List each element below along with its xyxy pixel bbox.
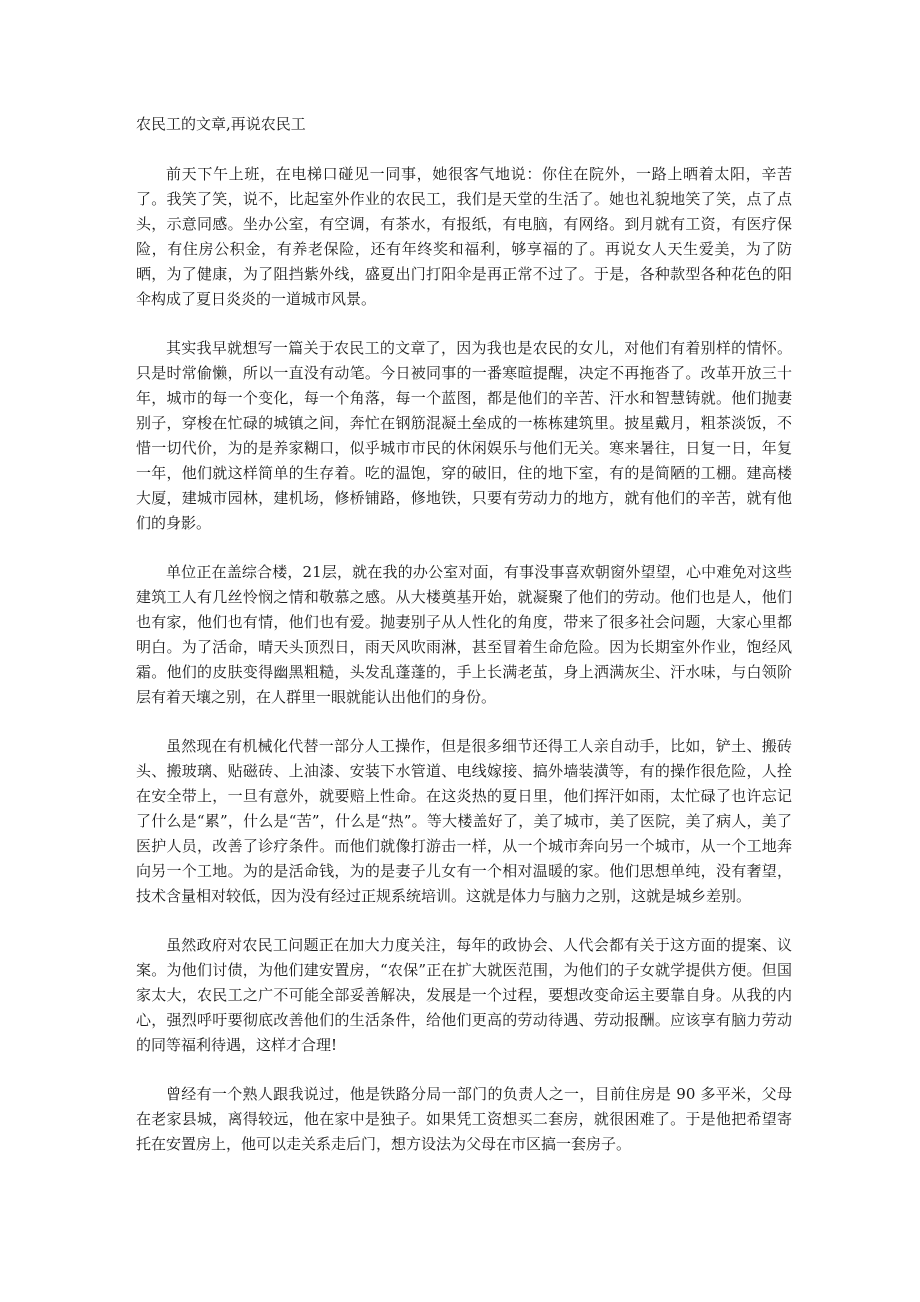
paragraph-2: 其实我早就想写一篇关于农民工的文章了，因为我也是农民的女儿，对他们有着别样的情怀。只是时常偷懒，所以一直没有动笔。今日被同事的一番寒暄提醒，决定不再拖沓了。改革开放三十年，城市的每一个变化，每一个角落，每一个蓝图，都是他们的辛苦、汗水和智慧铸就。他们抛妻别子，穿梭在忙碌的城镇之间，奔忙在钢筋混凝土垒成的一栋栋建筑里。披星戴月，粗茶淡饭，不惜一切代价，为的是养家糊口，似乎城市市民的休闲娱乐与他们无关。寒来暑往，日复一日，年复一年，他们就这样简单的生存着。吃的温饱，穿的破旧，住的地下室，有的是简陋的工棚。建高楼大厦，建城市园林，建机场，修桥铺路，修地铁，只要有劳动力的地方，就有他们的辛苦，就有他们的身影。 xyxy=(136,339,792,532)
paragraph-6: 曾经有一个熟人跟我说过，他是铁路分局一部门的负责人之一，目前住房是 90 多平米，父母在老家县城，离得较远，他在家中是独子。如果凭工资想买二套房，就很困难了。于是他把希望寄托在安置房上，他可以走关系走后门，想方设法为父母在市区搞一套房子。 xyxy=(136,1085,792,1153)
document-title: 农民工的文章,再说农民工 xyxy=(136,115,306,133)
paragraph-4: 虽然现在有机械化代替一部分人工操作，但是很多细节还得工人亲自动手，比如，铲土、搬砖头、搬玻璃、贴磁砖、上油漆、安装下水管道、电线嫁接、搞外墙装潢等，有的操作很危险，人拴在安全带上，一旦有意外，就要赔上性命。在这炎热的夏日里，他们挥汗如雨，太忙碌了也许忘记了什么是“累”，什么是“苦”，什么是“热”。等大楼盖好了，美了城市，美了医院，美了病人，美了医护人员，改善了诊疗条件。而他们就像打游击一样，从一个城市奔向另一个城市，从一个工地奔向另一个工地。为的是活命钱，为的是妻子儿女有一个相对温暖的家。他们思想单纯，没有奢望，技术含量相对较低，因为没有经过正规系统培训。这就是体力与脑力之别，这就是城乡差别。 xyxy=(136,737,792,905)
paragraph-5: 虽然政府对农民工问题正在加大力度关注，每年的政协会、人代会都有关于这方面的提案、议案。为他们讨债，为他们建安置房，“农保”正在扩大就医范围，为他们的子女就学提供方便。但国家太大，农民工之广不可能全部妥善解决，发展是一个过程，要想改变命运主要靠自身。从我的内心，强烈呼吁要彻底改善他们的生活条件，给他们更高的劳动待遇、劳动报酬。应该享有脑力劳动的同等福利待遇，这样才合理! xyxy=(136,936,792,1054)
document-page xyxy=(136,112,792,1181)
paragraph-3: 单位正在盖综合楼，21层，就在我的办公室对面，有事没事喜欢朝窗外望望，心中难免对这些建筑工人有几丝怜悯之情和敬慕之感。从大楼奠基开始，就凝聚了他们的劳动。他们也是人，他们也有家，他们也有情，他们也有爱。抛妻别子从人性化的角度，带来了很多社会问题，大家心里都明白。为了活命，晴天头顶烈日，雨天风吹雨淋，甚至冒着生命危险。因为长期室外作业，饱经风霜。他们的皮肤变得幽黑粗糙，头发乱蓬蓬的，手上长满老茧，身上洒满灰尘、汗水味，与白领阶层有着天壤之别，在人群里一眼就能认出他们的身份。 xyxy=(136,563,792,706)
paragraph-1: 前天下午上班，在电梯口碰见一同事，她很客气地说：你住在院外，一路上晒着太阳，辛苦了。我笑了笑，说不，比起室外作业的农民工，我们是天堂的生活了。她也礼貌地笑了笑，点了点头，示意同感。坐办公室，有空调，有茶水，有报纸，有电脑，有网络。到月就有工资，有医疗保险，有住房公积金，有养老保险，还有年终奖和福利，够享福的了。再说女人天生爱美，为了防晒，为了健康，为了阻挡紫外线，盛夏出门打阳伞是再正常不过了。于是，各种款型各种花色的阳伞构成了夏日炎炎的一道城市风景。 xyxy=(136,165,792,308)
